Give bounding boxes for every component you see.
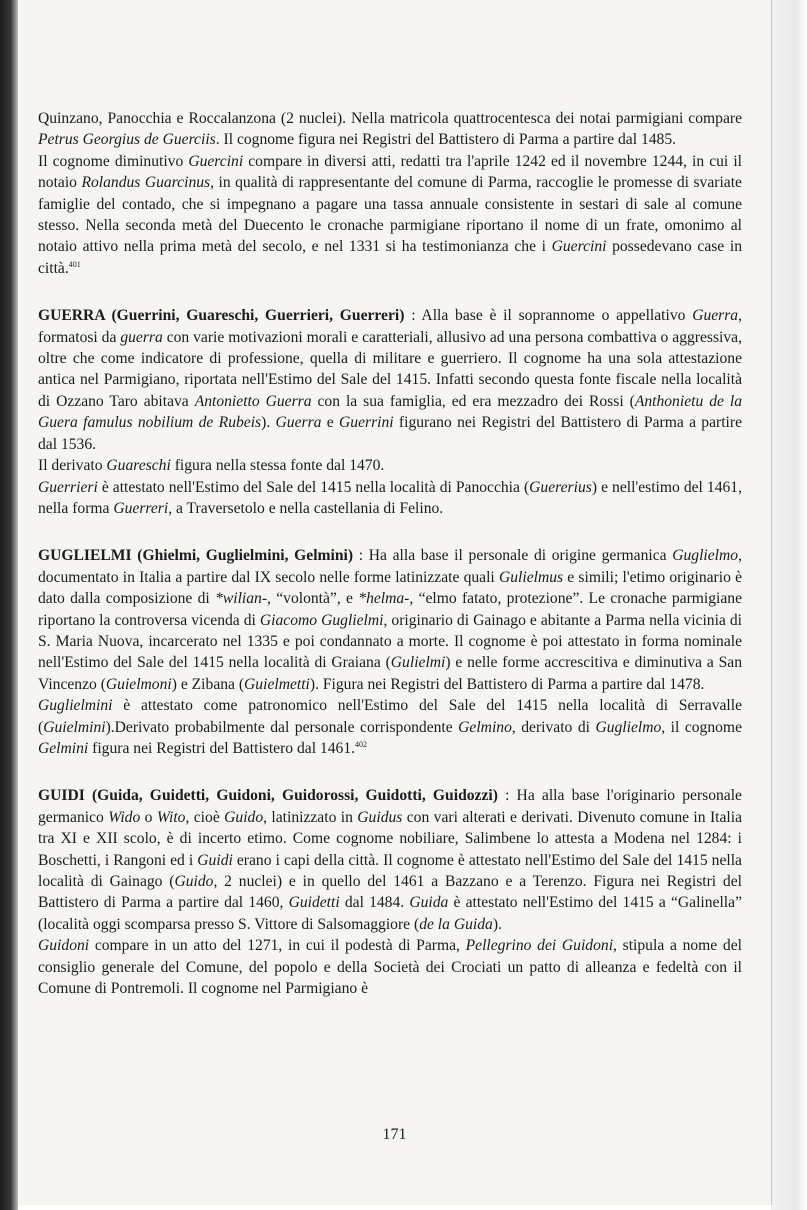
text-run: , in qualità di rappresentante del comune di Parma, raccoglie le promesse di svariate famiglie del contado, che si impegnano a pagare una tassa annuale consistente in sestari di sale al comune stesso. Nella seconda metà del Duecento le cronache parmigiane riportano il nome di un frate, omonimo al notaio attivo nella prima metà del secolo, e nel 1331 si ha testimonianza che i	[38, 174, 742, 256]
text-run: , stipula a nome del consiglio generale del Comune, del popolo e della Società dei Crociati un patto di alleanza e fedeltà con il Comune di Pontremoli. Il cognome nel Parmigiano è	[38, 937, 742, 998]
text-run: ) e Zibana (	[171, 675, 245, 693]
text-run: , originario di Gainago e abitante a Parma nella vicinia di S. Maria Nuova, incarcerato nel 1335 e poi condannato a morte. Il cognome è poi attestato in forma nominale nell'Estimo del Sale del 1415 nella località di Graiana (	[38, 611, 742, 672]
text-run: , documentato in Italia a partire dal IX secolo nelle forme latinizzate quali	[38, 547, 742, 586]
entry-variants: (Ghielmi, Guglielmini, Gelmini)	[131, 547, 354, 565]
text-run: , “elmo fatato, protezione”. Le cronache parmigiane riportano la controversa vicenda di	[38, 590, 742, 629]
italic-term: Guido	[224, 808, 264, 826]
entry-headword: GUGLIELMI	[38, 547, 132, 565]
text-run: è attestato nell'Estimo del 1415 a “Galinella” (località oggi scomparsa presso S. Vittore di Salsomaggiore (	[38, 894, 742, 933]
body-paragraph	[38, 935, 742, 999]
surname-entry	[38, 785, 742, 935]
entry-variants: (Guida, Guidetti, Guidoni, Guidorossi, Guidotti, Guidozzi)	[84, 787, 498, 805]
text-run: figura nei Registri del Battistero dal 1461.	[88, 739, 356, 757]
italic-term: Wito	[156, 808, 186, 826]
footnote-ref: 402	[355, 739, 368, 749]
italic-term: Gulielmus	[498, 568, 564, 586]
surname-entry	[38, 305, 742, 455]
text-run: con varie motivazioni morali e caratteriali, allusivo ad una persona combattiva o aggressiva, oltre che come indicatore di professione, quella di militare e guerriero. Il cognome ha una sola attestazione antica nel Parmigiano, riportata nell'Estimo del Sale del 1415. Infatti secondo questa fonte fiscale nella località di Ozzano Taro abitava	[38, 328, 742, 410]
italic-term: Pellegrino dei Guidoni	[465, 937, 614, 955]
text-run: o	[140, 808, 157, 826]
text-run: , formatosi da	[38, 307, 743, 346]
continued-paragraph	[38, 108, 742, 151]
text-run: è attestato come patronomico nell'Estimo del Sale del 1415 nella località di Serravalle (	[38, 697, 742, 736]
text-run: è attestato nell'Estimo del Sale del 1415 nella località di Panocchia (	[97, 478, 530, 496]
text-run: figura nella stessa fonte dal 1470.	[170, 457, 385, 475]
text-run: : Alla base è il soprannome o appellativo	[404, 307, 693, 325]
italic-term: Guidoni	[38, 937, 90, 955]
italic-term: Gulielmi	[390, 654, 446, 672]
body-paragraph	[38, 455, 742, 476]
text-run: erano i capi della città. Il cognome è attestato nell'Estimo del Sale del 1415 nella località di Gainago (	[38, 851, 742, 890]
italic-term: Anthonietu de la Guera famulus nobilium de Rubeis	[38, 392, 743, 432]
italic-term: Antonietto Guerra	[194, 392, 312, 410]
text-run: , 2 nuclei) e in quello del 1461 a Bazzano e a Terenzo. Figura nei Registri del Battistero di Parma a partire dal 1460,	[38, 873, 742, 912]
italic-term: Gelmino	[458, 718, 512, 736]
text-run: , “volontà”, e	[267, 590, 359, 608]
italic-term: Guerra	[275, 414, 322, 432]
italic-term: Guercini	[551, 238, 607, 256]
text-run: possedevano case in città.	[38, 238, 742, 277]
italic-term: guerra	[120, 328, 163, 346]
italic-term: Petrus Georgius de Guerciis	[38, 131, 216, 149]
italic-term: Guerra	[692, 307, 739, 325]
book-gutter-shadow	[0, 0, 18, 1210]
italic-term: Guido	[174, 873, 214, 890]
footnote-ref: 401	[68, 259, 81, 269]
italic-term: Guerrieri	[38, 478, 98, 496]
italic-term: de la Guida	[419, 915, 493, 933]
text-run: , cioè	[185, 808, 225, 826]
text-run: compare in diversi atti, redatti tra l'aprile 1242 ed il novembre 1244, in cui il notaio	[38, 152, 742, 192]
italic-term: *helma-	[358, 590, 410, 608]
text-run: e simili; l'etimo originario è dato dalla composizione di	[38, 568, 742, 608]
entry-headword: GUERRA	[38, 307, 105, 325]
italic-term: Giacomo Guglielmi	[259, 611, 384, 629]
text-run: ).	[261, 414, 276, 432]
italic-term: Guercini	[188, 152, 244, 170]
italic-term: Guererius	[529, 478, 592, 496]
text-run: . Il cognome figura nei Registri del Battistero di Parma a partire dal 1485.	[215, 131, 677, 149]
italic-term: Guielmoni	[105, 675, 172, 693]
page-number: 171	[382, 1126, 407, 1143]
text-run: con la sua famiglia, ed era mezzadro dei Rossi (	[311, 392, 635, 410]
text-run: e	[321, 414, 340, 432]
text-run: : Ha alla base l'originario personale germanico	[38, 787, 742, 826]
italic-term: Guglielmini	[38, 697, 113, 715]
text-run: ). Figura nei Registri del Battistero di Parma a partire dal 1478.	[309, 675, 705, 693]
entry-headword: GUIDI	[38, 787, 85, 805]
italic-term: Guglielmo	[672, 547, 739, 565]
text-run: con vari alterati e derivati. Divenuto comune in Italia tra XI e XII scolo, è di incerto etimo. Come cognome nobiliare, Salimbene lo attesta a Modena nel 1284: i Boschetti, i Rangoni ed i	[38, 808, 742, 869]
text-run: , il cognome	[661, 718, 742, 736]
page-text	[38, 108, 742, 999]
body-paragraph	[38, 477, 742, 520]
text-run: : Ha alla base il personale di origine germanica	[353, 547, 673, 565]
book-page	[18, 0, 772, 1205]
italic-term: Wido	[108, 808, 141, 826]
text-run: dal 1484.	[339, 894, 410, 912]
page-edge	[771, 0, 807, 1210]
entry-variants: (Guerrini, Guareschi, Guerrieri, Guerreri)	[104, 307, 405, 325]
text-run: , latinizzato in	[263, 808, 358, 826]
text-run: ) e nell'estimo del 1461, nella forma	[38, 478, 742, 517]
italic-term: Guerreri	[113, 499, 169, 517]
surname-entry	[38, 545, 742, 695]
italic-term: Guerrini	[339, 414, 394, 432]
text-run: ) e nelle forme accrescitiva e diminutiva a San Vincenzo (	[38, 654, 742, 693]
body-paragraph	[38, 695, 742, 759]
text-run: , derivato di	[511, 718, 596, 736]
text-run: , a Traversetolo e nella castellania di Felino.	[168, 499, 444, 517]
text-run: Il derivato	[38, 457, 107, 475]
italic-term: *wilian-	[215, 590, 268, 608]
body-paragraph	[38, 151, 742, 279]
italic-term: Guida	[409, 894, 449, 912]
italic-term: Rolandus Guarcinus	[81, 174, 211, 192]
italic-term: Guielmetti	[244, 675, 310, 693]
italic-term: Guidetti	[288, 894, 340, 912]
text-run: compare in un atto del 1271, in cui il podestà di Parma,	[89, 937, 466, 955]
text-run: ).	[492, 915, 502, 933]
italic-term: Guareschi	[106, 457, 171, 475]
text-run: Il cognome diminutivo	[38, 152, 189, 170]
text-run: ).Derivato probabilmente dal personale corrispondente	[105, 718, 459, 736]
italic-term: Guielmini	[43, 718, 106, 736]
text-run: Quinzano, Panocchia e Roccalanzona (2 nuclei). Nella matricola quattrocentesca dei notai parmigiani compare	[38, 110, 742, 127]
text-run: figurano nei Registri del Battistero di Parma a partire dal 1536.	[38, 414, 742, 453]
italic-term: Gelmini	[38, 739, 89, 757]
italic-term: Guidi	[197, 851, 233, 869]
italic-term: Guglielmo	[595, 718, 662, 736]
italic-term: Guidus	[357, 808, 403, 826]
